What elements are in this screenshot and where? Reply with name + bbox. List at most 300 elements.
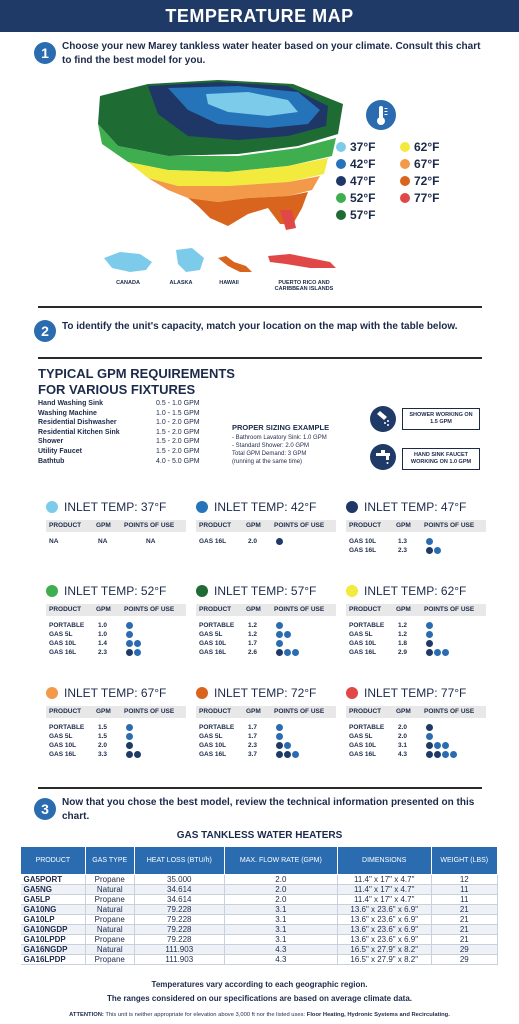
- product-name: GAS 5L: [199, 631, 223, 638]
- spec-cell: Propane: [85, 955, 134, 965]
- spec-cell: 79.228: [134, 935, 224, 945]
- faucet-icon: [284, 631, 291, 638]
- inlet-temp-swatch: [346, 585, 358, 597]
- legend-label: 77°F: [414, 191, 440, 205]
- faucet-icon: [276, 640, 283, 647]
- attention-label: ATTENTION:: [69, 1012, 104, 1018]
- product-gpm: 2.0: [248, 538, 258, 545]
- shower-icon: [426, 742, 433, 749]
- inlet-temp-title: INLET TEMP: 67°F: [64, 686, 167, 700]
- shower-icon: [370, 406, 396, 432]
- legend-item: [400, 191, 439, 205]
- faucet-icon: [126, 631, 133, 638]
- inset-puerto-rico: [268, 254, 336, 268]
- attention-text: This unit is neither appropriate for elevation above 3,000 ft nor the listed uses:: [105, 1012, 306, 1018]
- spec-row: [21, 915, 498, 925]
- inlet-table-row: [196, 640, 336, 648]
- inlet-table-header: [196, 706, 336, 718]
- spec-cell: 3.1: [224, 925, 337, 935]
- product-name: GAS 16L: [349, 751, 377, 758]
- inlet-table-row: [196, 622, 336, 630]
- spec-cell: GA5NG: [21, 885, 86, 895]
- spec-cell: GA10NG: [21, 905, 86, 915]
- inlet-temp-swatch: [46, 501, 58, 513]
- faucet-icon: [442, 649, 449, 656]
- shower-icon: [426, 547, 433, 554]
- divider-1: [38, 306, 482, 308]
- points-of-use-icons: [426, 733, 434, 740]
- spec-cell: GA5PORT: [21, 875, 86, 885]
- attention-note: [0, 1012, 519, 1018]
- product-gpm: 1.7: [248, 733, 258, 740]
- points-of-use-text: NA: [146, 538, 156, 545]
- points-of-use-icons: [426, 751, 458, 758]
- spec-cell: 16.5" x 27.9" x 8.2": [337, 955, 431, 965]
- inlet-table-header: [346, 604, 486, 616]
- spec-cell: 35.000: [134, 875, 224, 885]
- inlet-table-header: [46, 604, 186, 616]
- inlet-table-row: [346, 547, 486, 555]
- spec-cell: GA5LP: [21, 895, 86, 905]
- spec-cell: 11: [431, 895, 497, 905]
- spec-row: [21, 955, 498, 965]
- product-gpm: 1.5: [98, 724, 108, 731]
- inlet-temp-title: INLET TEMP: 62°F: [364, 584, 467, 598]
- inset-label-alaska: ALASKA: [169, 280, 193, 286]
- inlet-table-row: [346, 733, 486, 741]
- faucet-icon: [126, 622, 133, 629]
- product-name: GAS 5L: [49, 631, 73, 638]
- points-of-use-icons: [426, 640, 434, 647]
- faucet-icon: [292, 649, 299, 656]
- legend-swatch: [336, 159, 346, 169]
- inlet-temp-swatch: [346, 501, 358, 513]
- spec-cell: Propane: [85, 935, 134, 945]
- spec-cell: 111.903: [134, 955, 224, 965]
- points-of-use-icons: [126, 622, 134, 629]
- fixture-gpm: 1.0 - 2.0 GPM: [156, 419, 200, 427]
- product-name: GAS 16L: [349, 547, 377, 554]
- spec-cell: 79.228: [134, 905, 224, 915]
- col-product: PRODUCT: [49, 522, 82, 529]
- spec-cell: Natural: [85, 885, 134, 895]
- step-2-text: To identify the unit's capacity, match your location on the map with the table below.: [62, 321, 458, 332]
- product-name: PORTABLE: [349, 622, 385, 629]
- faucet-icon: [292, 751, 299, 758]
- attention-uses: Floor Heating, Hydronic Systems and Recirculating.: [306, 1012, 450, 1018]
- faucet-icon: [426, 631, 433, 638]
- points-of-use-icons: [126, 742, 134, 749]
- inlet-panel-header: [46, 500, 166, 514]
- proper-sizing-example: [232, 424, 372, 466]
- col-gpm: GPM: [96, 606, 111, 613]
- spec-cell: 34.614: [134, 885, 224, 895]
- faucet-icon: [284, 742, 291, 749]
- spec-cell: Natural: [85, 905, 134, 915]
- gpm-heading: [38, 366, 235, 398]
- legend-label: 62°F: [414, 140, 440, 154]
- spec-row: [21, 905, 498, 915]
- inlet-panel-header: [346, 500, 466, 514]
- divider-3: [38, 787, 482, 789]
- faucet-icon: [276, 631, 283, 638]
- inlet-table-row: [46, 649, 186, 657]
- col-gpm: GPM: [246, 522, 261, 529]
- points-of-use-icons: [426, 631, 434, 638]
- inlet-table-row: [46, 622, 186, 630]
- inlet-table-row: [196, 538, 336, 546]
- spec-cell: GA10LPDP: [21, 935, 86, 945]
- spec-cell: 13.6" x 23.6" x 6.9": [337, 905, 431, 915]
- spec-cell: 3.1: [224, 905, 337, 915]
- product-gpm: 2.0: [98, 742, 108, 749]
- faucet-icon: [370, 444, 396, 470]
- points-of-use-icons: [276, 724, 284, 731]
- legend-label: 67°F: [414, 157, 440, 171]
- legend-label: 47°F: [350, 174, 376, 188]
- shower-icon: [284, 751, 291, 758]
- inlet-table-row: [46, 631, 186, 639]
- product-gpm: 2.9: [398, 649, 408, 656]
- spec-cell: 16.5" x 27.9" x 8.2": [337, 945, 431, 955]
- fixture-row: [38, 400, 218, 409]
- points-of-use-icons: [126, 751, 142, 758]
- inlet-table-header: [346, 520, 486, 532]
- product-gpm: 3.7: [248, 751, 258, 758]
- faucet-icon: [426, 622, 433, 629]
- product-gpm: 1.3: [398, 538, 408, 545]
- product-name: GAS 5L: [49, 733, 73, 740]
- col-product: PRODUCT: [49, 606, 82, 613]
- legend-label: 42°F: [350, 157, 376, 171]
- points-of-use-icons: [276, 751, 300, 758]
- product-gpm: 1.2: [398, 631, 408, 638]
- shower-icon: [126, 742, 133, 749]
- sizing-title: PROPER SIZING EXAMPLE: [232, 423, 330, 432]
- gpm-heading-line-2: FOR VARIOUS FIXTURES: [38, 382, 196, 397]
- spec-cell: 3.1: [224, 935, 337, 945]
- fixture-gpm: 4.0 - 5.0 GPM: [156, 457, 200, 465]
- product-gpm: 3.3: [98, 751, 108, 758]
- col-gpm: GPM: [246, 708, 261, 715]
- shower-icon: [426, 724, 433, 731]
- faucet-icon: [134, 649, 141, 656]
- sink-badge: HAND SINK FAUCET WORKING ON 1.0 GPM: [402, 448, 480, 470]
- spec-cell: GA10LP: [21, 915, 86, 925]
- faucet-icon: [126, 640, 133, 647]
- legend-label: 52°F: [350, 191, 376, 205]
- inlet-table-row: [346, 640, 486, 648]
- faucet-icon: [434, 547, 441, 554]
- spec-cell: 4.3: [224, 955, 337, 965]
- inlet-temp-swatch: [346, 687, 358, 699]
- spec-column-header: PRODUCT: [21, 847, 86, 875]
- inlet-table-row: [346, 751, 486, 759]
- legend-item: [336, 157, 375, 171]
- fixture-gpm: 0.5 - 1.0 GPM: [156, 400, 200, 407]
- spec-cell: Propane: [85, 915, 134, 925]
- step-1-text: Choose your new Marey tankless water heater based on your climate. Consult this chart to find the best model for you.: [62, 41, 481, 66]
- inlet-table-row: [346, 649, 486, 657]
- points-of-use-icons: [426, 742, 450, 749]
- sizing-line: - Standard Shower: 2.0 GPM: [232, 443, 310, 449]
- points-of-use-icons: [426, 724, 434, 731]
- col-points-of-use: POINTS OF USE: [424, 606, 475, 613]
- inlet-temp-title: INLET TEMP: 47°F: [364, 500, 467, 514]
- step-2-number: 2: [41, 323, 49, 339]
- fixture-gpm: 1.5 - 2.0 GPM: [156, 448, 200, 455]
- points-of-use-icons: [276, 622, 284, 629]
- sizing-line: - Bathroom Lavatory Sink: 1.0 GPM: [232, 435, 327, 441]
- spec-cell: Propane: [85, 875, 134, 885]
- product-name: GAS 5L: [199, 733, 223, 740]
- step-1-badge: [34, 42, 56, 64]
- spec-cell: 13.6" x 23.6" x 6.9": [337, 915, 431, 925]
- inset-hawaii: [218, 256, 252, 272]
- fixture-row: [38, 419, 218, 428]
- inlet-table-header: [46, 520, 186, 532]
- spec-column-header: GAS TYPE: [85, 847, 134, 875]
- points-of-use-icons: [126, 724, 134, 731]
- spec-cell: 34.614: [134, 895, 224, 905]
- spec-cell: 21: [431, 925, 497, 935]
- inlet-temp-title: INLET TEMP: 77°F: [364, 686, 467, 700]
- spec-table-title: GAS TANKLESS WATER HEATERS: [176, 830, 343, 841]
- inlet-table-row: [196, 733, 336, 741]
- product-name: NA: [49, 538, 59, 545]
- inlet-panel-header: [346, 686, 466, 700]
- points-of-use-icons: [426, 547, 442, 554]
- legend-item: [400, 174, 439, 188]
- spec-cell: 2.0: [224, 875, 337, 885]
- legend-item: [336, 174, 375, 188]
- sizing-line: Total GPM Demand: 3 GPM: [232, 451, 307, 457]
- inlet-table-row: [46, 742, 186, 750]
- spec-cell: 11.4" x 17" x 4.7": [337, 885, 431, 895]
- divider-2: [38, 357, 482, 359]
- points-of-use-icons: [426, 649, 450, 656]
- spec-cell: 111.903: [134, 945, 224, 955]
- points-of-use-icons: [126, 649, 142, 656]
- faucet-icon: [276, 733, 283, 740]
- inlet-panel-header: [46, 686, 166, 700]
- col-product: PRODUCT: [349, 522, 382, 529]
- step-3-badge: [34, 798, 56, 820]
- product-gpm: 2.0: [398, 724, 408, 731]
- inset-alaska: [176, 248, 204, 272]
- legend-swatch: [400, 176, 410, 186]
- spec-cell: 12: [431, 875, 497, 885]
- product-name: GAS 16L: [199, 538, 227, 545]
- inlet-table-header: [196, 520, 336, 532]
- spec-cell: 29: [431, 955, 497, 965]
- spec-row: [21, 885, 498, 895]
- product-gpm: 1.4: [98, 640, 108, 647]
- inlet-panel-header: [196, 584, 316, 598]
- spec-cell: Propane: [85, 895, 134, 905]
- step-3-text: Now that you chose the best model, review the technical information presented on this chart.: [62, 797, 475, 822]
- product-name: GAS 10L: [49, 640, 77, 647]
- spec-cell: 11.4" x 17" x 4.7": [337, 895, 431, 905]
- faucet-icon: [126, 724, 133, 731]
- spec-column-header: DIMENSIONS: [337, 847, 431, 875]
- shower-icon: [134, 751, 141, 758]
- inlet-temp-swatch: [196, 585, 208, 597]
- product-gpm: 2.3: [398, 547, 408, 554]
- legend-label: 72°F: [414, 174, 440, 188]
- product-name: GAS 16L: [49, 649, 77, 656]
- fixture-row: [38, 448, 218, 457]
- inlet-temp-swatch: [46, 687, 58, 699]
- inlet-table-row: [346, 742, 486, 750]
- shower-icon: [434, 751, 441, 758]
- product-name: GAS 16L: [49, 751, 77, 758]
- product-name: GAS 16L: [199, 649, 227, 656]
- inlet-panel-header: [196, 686, 316, 700]
- fixture-name: Hand Washing Sink: [38, 400, 104, 407]
- spec-column-header: WEIGHT (LBS): [431, 847, 497, 875]
- shower-icon: [126, 649, 133, 656]
- spec-cell: 2.0: [224, 895, 337, 905]
- inlet-temp-title: INLET TEMP: 72°F: [214, 686, 317, 700]
- shower-icon: [276, 649, 283, 656]
- fixture-gpm: 1.5 - 2.0 GPM: [156, 428, 200, 436]
- points-of-use-icons: [126, 733, 134, 740]
- legend-label: 37°F: [350, 140, 376, 154]
- spec-row: [21, 935, 498, 945]
- points-of-use-icons: [126, 640, 142, 647]
- product-name: GAS 10L: [349, 742, 377, 749]
- note-1: Temperatures vary according to each geographic region.: [151, 980, 368, 989]
- spec-cell: 11.4" x 17" x 4.7": [337, 875, 431, 885]
- spec-cell: 21: [431, 935, 497, 945]
- spec-cell: 21: [431, 915, 497, 925]
- fixture-gpm: 1.5 - 2.0 GPM: [156, 438, 200, 446]
- spec-column-header: MAX. FLOW RATE (GPM): [224, 847, 337, 875]
- legend-swatch: [400, 159, 410, 169]
- points-of-use-icons: [426, 538, 434, 545]
- shower-icon: [426, 640, 433, 647]
- col-product: PRODUCT: [349, 606, 382, 613]
- points-of-use-icons: [276, 742, 292, 749]
- sizing-line: (running at the same time): [232, 459, 303, 465]
- inlet-panel-header: [46, 584, 166, 598]
- inset-label-hawaii: HAWAII: [219, 280, 239, 286]
- step-3-number: 3: [41, 801, 49, 817]
- us-climate-map: [88, 74, 350, 232]
- shower-icon: [426, 751, 433, 758]
- points-of-use-icons: [276, 649, 300, 656]
- fixture-name: Residential Kitchen Sink: [38, 428, 120, 436]
- inlet-table-header: [346, 706, 486, 718]
- spec-cell: 2.0: [224, 885, 337, 895]
- faucet-icon: [426, 538, 433, 545]
- inlet-panel-header: [196, 500, 316, 514]
- product-gpm: 1.8: [398, 640, 408, 647]
- shower-badge: SHOWER WORKING ON 1.5 GPM: [402, 408, 480, 430]
- inlet-temp-swatch: [196, 501, 208, 513]
- faucet-icon: [442, 742, 449, 749]
- spec-cell: 11: [431, 885, 497, 895]
- note-2: The ranges considered on our specifications are based on average climate data.: [107, 994, 412, 1003]
- product-gpm: 1.2: [248, 622, 258, 629]
- legend-item: [336, 140, 375, 154]
- spec-cell: 21: [431, 905, 497, 915]
- points-of-use-icons: [276, 631, 292, 638]
- faucet-icon: [434, 649, 441, 656]
- inlet-table-row: [46, 733, 186, 741]
- legend-swatch: [336, 142, 346, 152]
- inset-label-canada: CANADA: [116, 280, 140, 286]
- product-gpm: 1.2: [398, 622, 408, 629]
- spec-cell: Natural: [85, 925, 134, 935]
- product-name: PORTABLE: [199, 724, 235, 731]
- points-of-use-icons: [426, 622, 434, 629]
- legend-swatch: [336, 193, 346, 203]
- col-gpm: GPM: [96, 708, 111, 715]
- spec-cell: GA10NGDP: [21, 925, 86, 935]
- product-name: PORTABLE: [349, 724, 385, 731]
- inlet-panel-header: [346, 584, 466, 598]
- col-points-of-use: POINTS OF USE: [274, 708, 325, 715]
- spec-cell: 13.6" x 23.6" x 6.9": [337, 935, 431, 945]
- spec-cell: GA16LPDP: [21, 955, 86, 965]
- faucet-icon: [276, 622, 283, 629]
- product-gpm: 1.0: [98, 631, 108, 638]
- fixture-name: Washing Machine: [38, 409, 97, 417]
- inlet-temp-title: INLET TEMP: 42°F: [214, 500, 317, 514]
- inlet-table-row: [346, 631, 486, 639]
- legend-item: [336, 208, 375, 222]
- faucet-icon: [426, 733, 433, 740]
- spec-column-header: HEAT LOSS (BTU/h): [134, 847, 224, 875]
- spec-row: [21, 895, 498, 905]
- product-name: GAS 10L: [199, 640, 227, 647]
- col-product: PRODUCT: [349, 708, 382, 715]
- product-gpm: 1.7: [248, 724, 258, 731]
- inlet-table-row: [46, 538, 186, 546]
- col-product: PRODUCT: [199, 606, 232, 613]
- col-gpm: GPM: [96, 522, 111, 529]
- fixture-name: Bathtub: [38, 457, 65, 465]
- fixture-name: Residential Dishwasher: [38, 419, 117, 427]
- legend-swatch: [400, 142, 410, 152]
- product-gpm: 1.7: [248, 640, 258, 647]
- inset-label-puerto-rico: PUERTO RICO AND CARIBBEAN ISLANDS: [274, 280, 334, 292]
- spec-cell: 13.6" x 23.6" x 6.9": [337, 925, 431, 935]
- col-points-of-use: POINTS OF USE: [424, 522, 475, 529]
- product-gpm: 2.6: [248, 649, 258, 656]
- inlet-table-row: [196, 742, 336, 750]
- page-title: TEMPERATURE MAP: [165, 5, 354, 26]
- shower-icon: [276, 751, 283, 758]
- inlet-temp-swatch: [46, 585, 58, 597]
- inlet-table-row: [196, 631, 336, 639]
- inlet-table-row: [196, 724, 336, 732]
- fixture-gpm: 1.0 - 1.5 GPM: [156, 409, 200, 417]
- points-of-use-icons: [126, 631, 134, 638]
- spec-row: [21, 945, 498, 955]
- product-name: GAS 10L: [349, 640, 377, 647]
- points-of-use-icons: [276, 733, 284, 740]
- col-product: PRODUCT: [199, 522, 232, 529]
- col-gpm: GPM: [246, 606, 261, 613]
- product-name: PORTABLE: [49, 724, 85, 731]
- inlet-temp-title: INLET TEMP: 52°F: [64, 584, 167, 598]
- col-points-of-use: POINTS OF USE: [124, 708, 175, 715]
- fixture-row: [38, 429, 218, 438]
- step-2-badge: [34, 320, 56, 342]
